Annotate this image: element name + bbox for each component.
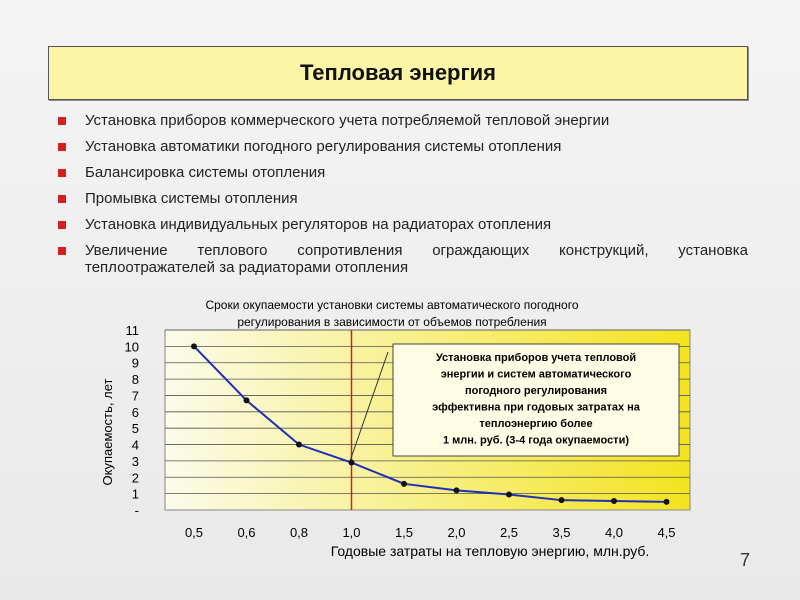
annotation-line: эффективна при годовых затратах на xyxy=(432,401,640,414)
x-axis-label: Годовые затраты на тепловую энергию, млн.руб. xyxy=(330,543,650,559)
x-tick-label: 1,5 xyxy=(394,525,414,540)
y-axis-label: Окупаемость, лет xyxy=(100,378,115,486)
annotation-line: энергии и систем автоматического xyxy=(440,368,632,381)
annotation-line: теплоэнергию более xyxy=(479,418,593,430)
data-point xyxy=(506,491,512,497)
y-tick-label: 7 xyxy=(131,388,139,404)
x-tick-label: 0,8 xyxy=(289,525,309,540)
bullet-item: Промывка системы отопления xyxy=(58,190,748,207)
y-tick-label: 5 xyxy=(131,421,139,437)
x-tick-label: 0,5 xyxy=(184,525,204,540)
bullet-item: Установка автоматики погодного регулирования системы отопления xyxy=(58,138,748,155)
bullet-item: Установка приборов коммерческого учета потребляемой тепловой энергии xyxy=(58,112,748,129)
y-tick-label: - xyxy=(134,503,139,518)
data-point xyxy=(664,499,670,505)
data-point xyxy=(559,497,565,503)
y-tick-label: 2 xyxy=(131,470,139,486)
page-number: 7 xyxy=(740,550,751,570)
chart-title-line-2: регулирования в зависимости от объемов потребления xyxy=(237,315,547,329)
data-point xyxy=(611,498,617,504)
x-tick-label: 1,0 xyxy=(342,525,361,540)
bullet-item: Увеличение теплового сопротивления ограждающих конструкций, установка теплоотражателей за радиаторами отопления xyxy=(58,242,748,276)
data-point xyxy=(296,442,302,448)
data-point xyxy=(349,460,355,466)
annotation-line: 1 млн. руб. (3-4 года окупаемости) xyxy=(442,434,630,447)
annotation-line: погодного регулирования xyxy=(464,385,608,397)
x-tick-label: 2,5 xyxy=(499,525,519,540)
y-tick-label: 6 xyxy=(131,404,139,420)
y-tick-label: 10 xyxy=(124,339,139,355)
annotation-line: Установка приборов учета тепловой xyxy=(435,352,637,364)
x-tick-label: 2,0 xyxy=(447,525,466,540)
data-point xyxy=(244,397,250,403)
y-tick-label: 8 xyxy=(131,372,139,388)
data-point xyxy=(191,343,197,349)
y-tick-label: 11 xyxy=(125,323,139,338)
y-tick-label: 3 xyxy=(131,453,139,469)
data-point xyxy=(454,487,460,493)
data-point xyxy=(401,481,407,487)
slide-title: Тепловая энергия xyxy=(299,60,497,85)
x-tick-label: 0,6 xyxy=(237,525,256,540)
bullet-item: Установка индивидуальных регуляторов на радиаторах отопления xyxy=(58,216,748,233)
bullet-item: Балансировка системы отопления xyxy=(58,164,748,181)
x-tick-label: 4,5 xyxy=(657,525,676,540)
y-tick-label: 1 xyxy=(131,486,139,502)
x-tick-label: 4,0 xyxy=(604,525,624,540)
y-tick-label: 4 xyxy=(131,437,139,453)
chart-title-line-1: Сроки окупаемости установки системы автоматического погодного xyxy=(205,298,579,312)
y-tick-label: 9 xyxy=(131,355,139,371)
x-tick-label: 3,5 xyxy=(552,525,571,540)
